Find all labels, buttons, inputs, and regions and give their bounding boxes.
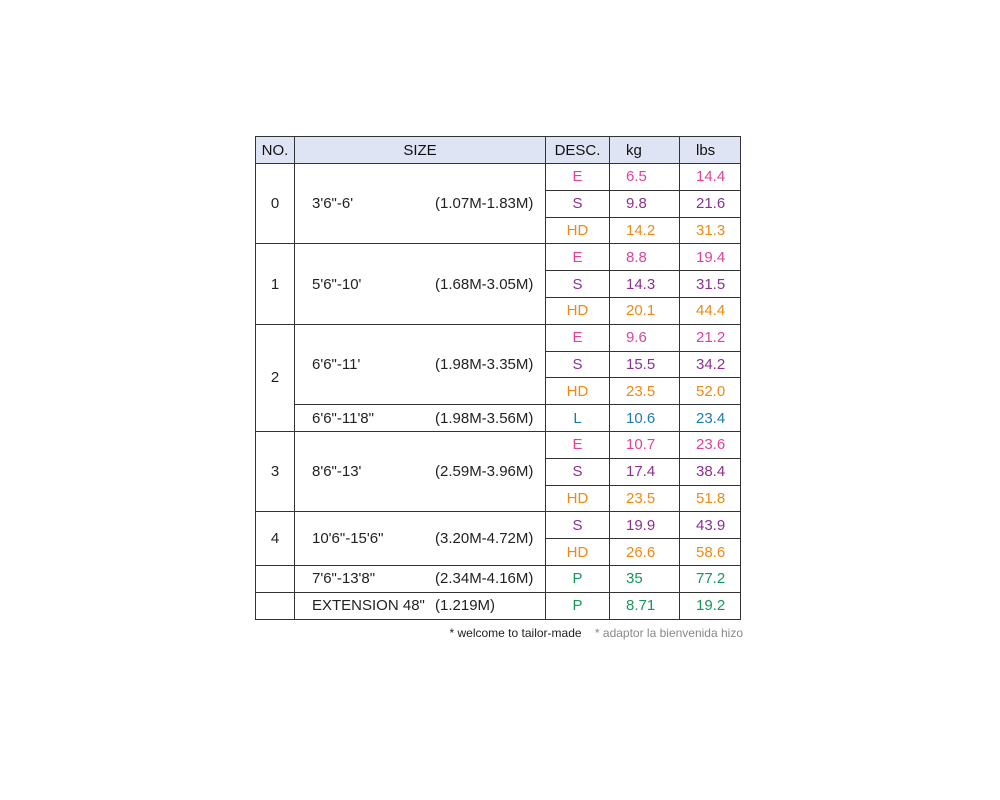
- header-kg: kg: [610, 137, 680, 164]
- cell-lbs: 19.2: [680, 592, 741, 619]
- table-row: [256, 592, 741, 619]
- table-header: [256, 137, 741, 164]
- cell-no: [256, 565, 295, 592]
- cell-kg: 6.5: [610, 164, 680, 191]
- cell-lbs: 77.2: [680, 565, 741, 592]
- cell-desc: S: [546, 271, 610, 298]
- size-meters: (1.98M-3.35M): [435, 355, 534, 373]
- cell-size: [295, 324, 546, 404]
- header-lbs: lbs: [680, 137, 741, 164]
- cell-desc: P: [546, 565, 610, 592]
- cell-lbs: 23.4: [680, 405, 741, 432]
- size-meters: (1.07M-1.83M): [435, 195, 534, 213]
- table-row: [256, 431, 741, 458]
- cell-desc: E: [546, 431, 610, 458]
- cell-kg: 15.5: [610, 351, 680, 378]
- size-meters: (1.219M): [435, 597, 496, 615]
- size-feet: EXTENSION 48": [312, 597, 425, 615]
- cell-desc: E: [546, 244, 610, 271]
- cell-lbs: 34.2: [680, 351, 741, 378]
- cell-desc: HD: [546, 539, 610, 566]
- cell-lbs: 21.6: [680, 190, 741, 217]
- size-range: [295, 598, 545, 613]
- size-meters: (3.20M-4.72M): [435, 530, 534, 548]
- size-meters: (1.68M-3.05M): [435, 275, 534, 293]
- cell-kg: 23.5: [610, 485, 680, 512]
- footnote-english: * welcome to tailor-made: [449, 626, 582, 640]
- cell-kg: 14.3: [610, 271, 680, 298]
- size-range: [295, 464, 545, 479]
- cell-lbs: 44.4: [680, 297, 741, 324]
- cell-lbs: 14.4: [680, 164, 741, 191]
- cell-kg: 23.5: [610, 378, 680, 405]
- cell-kg: 10.6: [610, 405, 680, 432]
- cell-desc: S: [546, 512, 610, 539]
- size-feet: 5'6"-10': [312, 275, 362, 293]
- header-no: NO.: [256, 137, 295, 164]
- size-feet: 8'6"-13': [312, 463, 362, 481]
- cell-desc: HD: [546, 378, 610, 405]
- size-meters: (1.98M-3.56M): [435, 409, 534, 427]
- size-range: [295, 196, 545, 211]
- cell-kg: 8.71: [610, 592, 680, 619]
- size-range: [295, 531, 545, 546]
- cell-kg: 17.4: [610, 458, 680, 485]
- cell-lbs: 23.6: [680, 431, 741, 458]
- cell-no: 3: [256, 431, 295, 511]
- table-body: [256, 164, 741, 620]
- cell-size: [295, 592, 546, 619]
- cell-lbs: 51.8: [680, 485, 741, 512]
- size-range: [295, 277, 545, 292]
- cell-kg: 26.6: [610, 539, 680, 566]
- table-row: [256, 164, 741, 191]
- header-desc: DESC.: [546, 137, 610, 164]
- footnote-spanish: * adaptor la bienvenida hizo: [594, 626, 743, 640]
- size-feet: 6'6"-11': [312, 355, 361, 373]
- table-row: [256, 565, 741, 592]
- cell-desc: HD: [546, 217, 610, 244]
- cell-desc: L: [546, 405, 610, 432]
- cell-no: 1: [256, 244, 295, 324]
- cell-no: 2: [256, 324, 295, 431]
- header-row: [256, 137, 741, 164]
- cell-kg: 35: [610, 565, 680, 592]
- cell-kg: 19.9: [610, 512, 680, 539]
- cell-desc: E: [546, 324, 610, 351]
- cell-kg: 14.2: [610, 217, 680, 244]
- table-row: [256, 324, 741, 351]
- cell-kg: 20.1: [610, 297, 680, 324]
- size-range: [295, 357, 545, 372]
- cell-no: [256, 592, 295, 619]
- cell-lbs: 38.4: [680, 458, 741, 485]
- cell-size: [295, 565, 546, 592]
- cell-desc: HD: [546, 297, 610, 324]
- size-feet: 10'6"-15'6": [312, 530, 384, 548]
- cell-kg: 8.8: [610, 244, 680, 271]
- table-row: [256, 512, 741, 539]
- size-meters: (2.34M-4.16M): [435, 570, 534, 588]
- cell-lbs: 31.5: [680, 271, 741, 298]
- cell-size: [295, 512, 546, 566]
- size-feet: 3'6"-6': [312, 195, 354, 213]
- cell-no: 4: [256, 512, 295, 566]
- cell-size: [295, 244, 546, 324]
- cell-desc: E: [546, 164, 610, 191]
- table-row: [256, 244, 741, 271]
- footnote: [449, 626, 743, 640]
- cell-lbs: 52.0: [680, 378, 741, 405]
- cell-kg: 9.8: [610, 190, 680, 217]
- size-table: [255, 136, 741, 620]
- cell-size: [295, 431, 546, 511]
- cell-no: 0: [256, 164, 295, 244]
- cell-desc: S: [546, 190, 610, 217]
- header-size: SIZE: [295, 137, 546, 164]
- cell-desc: S: [546, 351, 610, 378]
- cell-lbs: 31.3: [680, 217, 741, 244]
- cell-desc: S: [546, 458, 610, 485]
- table-row: [256, 405, 741, 432]
- size-meters: (2.59M-3.96M): [435, 463, 534, 481]
- size-feet: 6'6"-11'8": [312, 409, 374, 427]
- cell-size: [295, 164, 546, 244]
- cell-size: [295, 405, 546, 432]
- size-feet: 7'6"-13'8": [312, 570, 376, 588]
- cell-lbs: 21.2: [680, 324, 741, 351]
- cell-lbs: 43.9: [680, 512, 741, 539]
- cell-desc: HD: [546, 485, 610, 512]
- cell-kg: 10.7: [610, 431, 680, 458]
- size-range: [295, 571, 545, 586]
- cell-desc: P: [546, 592, 610, 619]
- cell-kg: 9.6: [610, 324, 680, 351]
- size-range: [295, 411, 545, 426]
- cell-lbs: 58.6: [680, 539, 741, 566]
- cell-lbs: 19.4: [680, 244, 741, 271]
